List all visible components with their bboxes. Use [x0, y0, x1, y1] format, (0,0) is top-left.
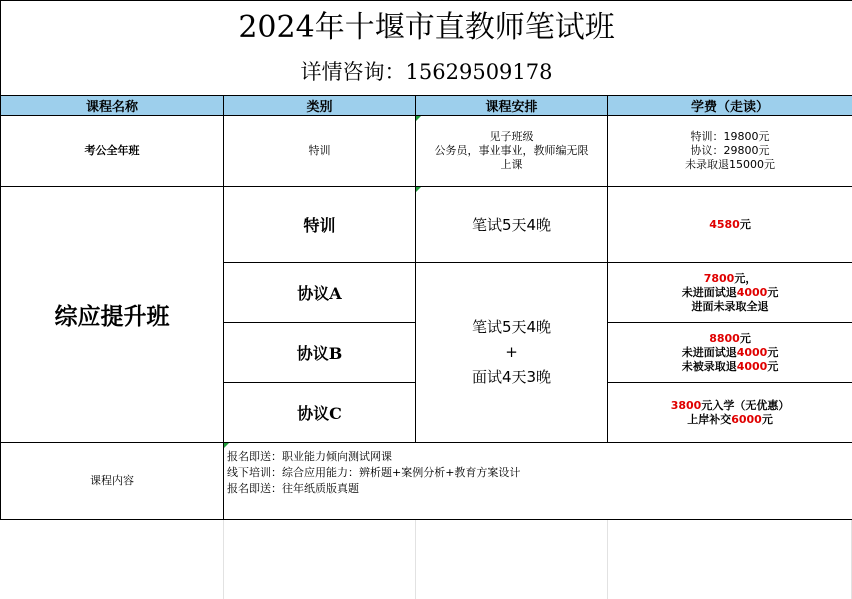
fee-line	[608, 332, 852, 346]
fee-unit: 元	[761, 412, 773, 426]
header-fee: 学费（走读）	[608, 96, 852, 116]
course-name: 考公全年班	[1, 116, 224, 187]
tier-category: 协议A	[224, 263, 416, 323]
table-row	[1, 187, 852, 263]
content-line: 报名即送：职业能力倾向测试网课	[227, 450, 392, 463]
fee-amount: 8800	[709, 331, 740, 345]
fee-amount: 3800	[670, 398, 702, 412]
course-category: 特训	[224, 116, 416, 187]
fee-line: 未录取退15000元	[685, 158, 776, 171]
fee-line: 进面未录取全退	[691, 299, 769, 313]
combined-schedule	[416, 263, 608, 443]
fee-unit: 元	[767, 285, 779, 299]
schedule-line: 上课	[500, 158, 523, 171]
header-course-name: 课程名称	[1, 96, 224, 116]
tier-category: 协议C	[224, 383, 416, 443]
tier-category: 协议B	[224, 323, 416, 383]
fee-unit: 元，	[734, 271, 757, 285]
fee-text: 上岸补交	[687, 412, 732, 426]
fee-line	[608, 360, 852, 374]
fee-amount: 4000	[736, 359, 768, 373]
header-row	[1, 96, 852, 116]
tier-fee	[608, 263, 852, 323]
fee-line	[608, 399, 852, 413]
fee-line	[608, 272, 852, 286]
schedule-line: 笔试5天4晚	[471, 318, 552, 336]
fee-line: 协议：29800元	[690, 144, 770, 157]
fee-amount: 4000	[736, 285, 768, 299]
page-title: 2024年十堰市直教师笔试班	[1, 1, 852, 48]
fee-text: 未进面试退	[681, 285, 737, 299]
table-row	[1, 116, 852, 187]
schedule-line: 面试4天3晚	[471, 368, 552, 386]
tier-category: 特训	[224, 187, 416, 263]
tier-fee	[608, 383, 852, 443]
content-line: 线下培训：综合应用能力：辨析题+案例分析+教育方案设计	[227, 466, 521, 479]
course-schedule	[416, 116, 608, 187]
header-category: 类别	[224, 96, 416, 116]
fee-line	[608, 286, 852, 300]
schedule-line: 见子班级	[489, 130, 534, 143]
content-details	[224, 443, 852, 520]
fee-amount: 4000	[736, 345, 768, 359]
content-label: 课程内容	[1, 443, 224, 520]
fee-line	[608, 413, 852, 427]
fee-text: 未被录取退	[681, 359, 737, 373]
course-fee	[608, 116, 852, 187]
fee-unit: 元	[767, 359, 779, 373]
fee-line	[608, 346, 852, 360]
fee-text: 未进面试退	[681, 345, 737, 359]
fee-line: 特训：19800元	[690, 130, 770, 143]
fee-unit: 元入学（无优惠）	[701, 398, 790, 412]
course-name-group: 综应提升班	[1, 187, 224, 443]
schedule-line: 公务员，事业事业，教师编无限	[434, 144, 589, 157]
fee-unit: 元	[767, 345, 779, 359]
tier-schedule: 笔试5天4晚	[416, 187, 608, 263]
contact-phone: 详情咨询：15629509178	[1, 47, 852, 96]
schedule-line: +	[505, 343, 518, 361]
fee-amount: 6000	[731, 412, 762, 426]
fee-amount: 7800	[703, 271, 735, 285]
fee-unit: 元	[739, 331, 751, 345]
tier-fee	[608, 187, 852, 263]
tier-fee	[608, 323, 852, 383]
fee-amount: 4580	[709, 217, 740, 231]
content-line: 报名即送：往年纸质版真题	[227, 482, 359, 495]
header-schedule: 课程安排	[416, 96, 608, 116]
table-row	[1, 443, 852, 520]
fee-unit: 元	[739, 217, 751, 231]
